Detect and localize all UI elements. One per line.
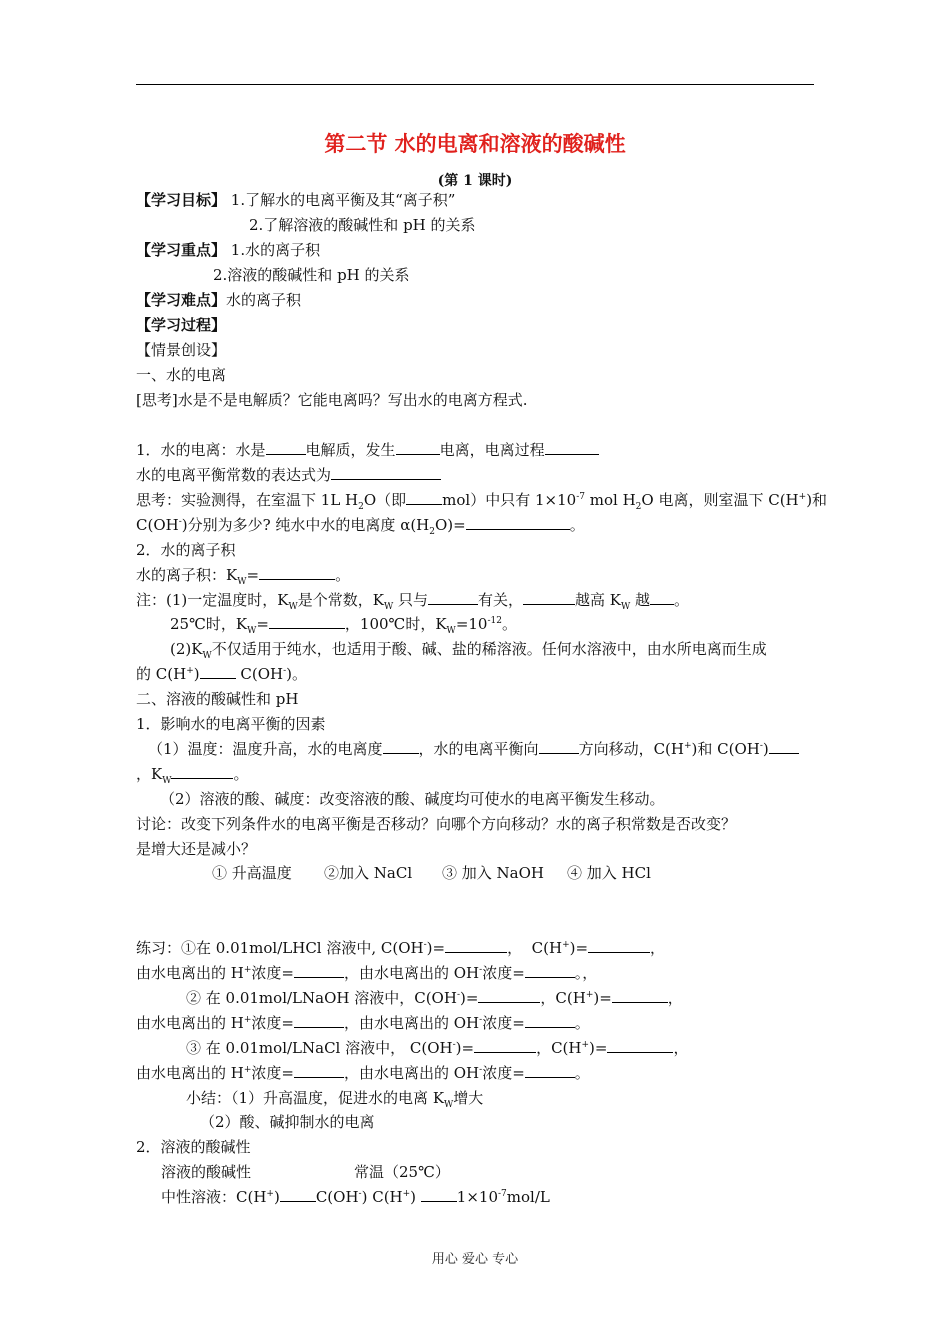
note-line-1: 注：(1)一定温度时，$K_W$是个常数，$K_W$ 只与 有关， 越高 $K_W$ 越 。	[136, 591, 690, 612]
temperature-line-2: ，$K_W$ 。	[136, 765, 249, 786]
exercise-3-water: 由水电离出的 H+浓度= ，由水电离出的 OH-浓度= 。	[136, 1064, 590, 1082]
kw-line: 水的离子积：$K_W=$ 。	[136, 566, 351, 587]
acid-base-line: （2）溶液的酸、碱度：改变溶液的酸、碱度均可使水的电离平衡发生移动。	[160, 790, 665, 808]
header-rule	[136, 84, 814, 85]
note-line-3: $(2)K_W$不仅适用于纯水，也适用于酸、碱、盐的稀溶液。任何水溶液中，由水所电离而生成	[170, 640, 767, 661]
ionization-degree-line: C(OH-)分别为多少? 纯水中水的电离度 $\alpha(H_2O)=$ 。	[136, 516, 585, 537]
exercise-3: ③ 在 0.01mol/LNaCl 溶液中， C(OH-)= ，C(H+)= ，	[186, 1039, 689, 1057]
goal-line-1: 【学习目标】 1.了解水的电离平衡及其“离子积”	[136, 191, 456, 209]
difficulty-line: 【学习难点】水的离子积	[136, 291, 302, 309]
temperature-line: （1）温度：温度升高，水的电离度 ，水的电离平衡向 方向移动，C(H+)和 C(OH-)	[148, 739, 799, 759]
option-3: ③ 加入 NaOH	[442, 864, 544, 882]
option-2: ②加入 NaCl	[324, 864, 413, 882]
ionization-line: 1．水的电离：水是 电解质，发生 电离，电离过程	[136, 440, 599, 460]
equilibrium-constant-line: 水的电离平衡常数的表达式为	[136, 465, 441, 485]
neutral-solution-line: 中性溶液：C(H+) C(OH-) C(H+) $1\times 10^{-7}mol/L$	[161, 1188, 550, 1206]
scene-label: 【情景创设】	[136, 341, 227, 359]
goal-line-2: 2.了解溶液的酸碱性和 pH 的关系	[249, 216, 476, 234]
note-line-2: 25℃时，$K_W=$ ，100℃时，$K_W=10^{-12}$。	[170, 615, 517, 636]
section-1-heading: 一、水的电离	[136, 366, 227, 384]
page-footer: 用心 爱心 专心	[431, 1252, 519, 1267]
note-line-4: 的 C(H+) C(OH-)。	[136, 665, 307, 683]
process-label: 【学习过程】	[136, 316, 227, 334]
think-question: [思考]水是不是电解质？它能电离吗？写出水的电离方程式.	[136, 391, 528, 409]
exercise-2-water: 由水电离出的 H+浓度= ，由水电离出的 OH-浓度= 。	[136, 1014, 590, 1032]
room-temp-column-head: 常温（25℃）	[354, 1163, 450, 1181]
page-subtitle: (第 1 课时)	[437, 173, 513, 189]
discussion-line-1: 讨论：改变下列条件水的电离平衡是否移动？向哪个方向移动？水的离子积常数是否改变？	[136, 815, 737, 833]
acidity-heading: 2．溶液的酸碱性	[136, 1138, 251, 1156]
section-2-heading: 二、溶液的酸碱性和 pH	[136, 690, 299, 708]
key-line-2: 2.溶液的酸碱性和 pH 的关系	[213, 266, 410, 284]
key-line-1: 【学习重点】 1.水的离子积	[136, 241, 321, 259]
exercise-1: 练习：①在 0.01mol/LHCl 溶液中, C(OH-)= ， C(H+)= ，	[136, 939, 666, 957]
acidity-column-head: 溶液的酸碱性	[161, 1163, 252, 1181]
exercise-1-water: 由水电离出的 H+浓度= ，由水电离出的 OH-浓度= 。，	[136, 964, 598, 982]
page-title: 第二节 水的电离和溶液的酸碱性	[324, 132, 626, 156]
option-4: ④ 加入 HCl	[567, 864, 651, 882]
summary-2: （2）酸、碱抑制水的电离	[200, 1113, 375, 1131]
ion-product-heading: 2．水的离子积	[136, 541, 236, 559]
option-1: ① 升高温度	[212, 864, 292, 882]
exercise-2: ② 在 0.01mol/LNaOH 溶液中，C(OH-)= ，C(H+)= ，	[186, 989, 683, 1007]
experiment-line: 思考：实验测得，在室温下 1L $H_2O$（即 mol）中只有 $1\times 10^{-7}$ mol $H_2O$ 电离，则室温下 C(H+)和	[136, 491, 828, 512]
summary-1: 小结：（1）升高温度，促进水的电离 $K_W$增大	[186, 1089, 484, 1110]
factors-heading: 1．影响水的电离平衡的因素	[136, 715, 326, 733]
discussion-line-2: 是增大还是减小？	[136, 840, 257, 858]
